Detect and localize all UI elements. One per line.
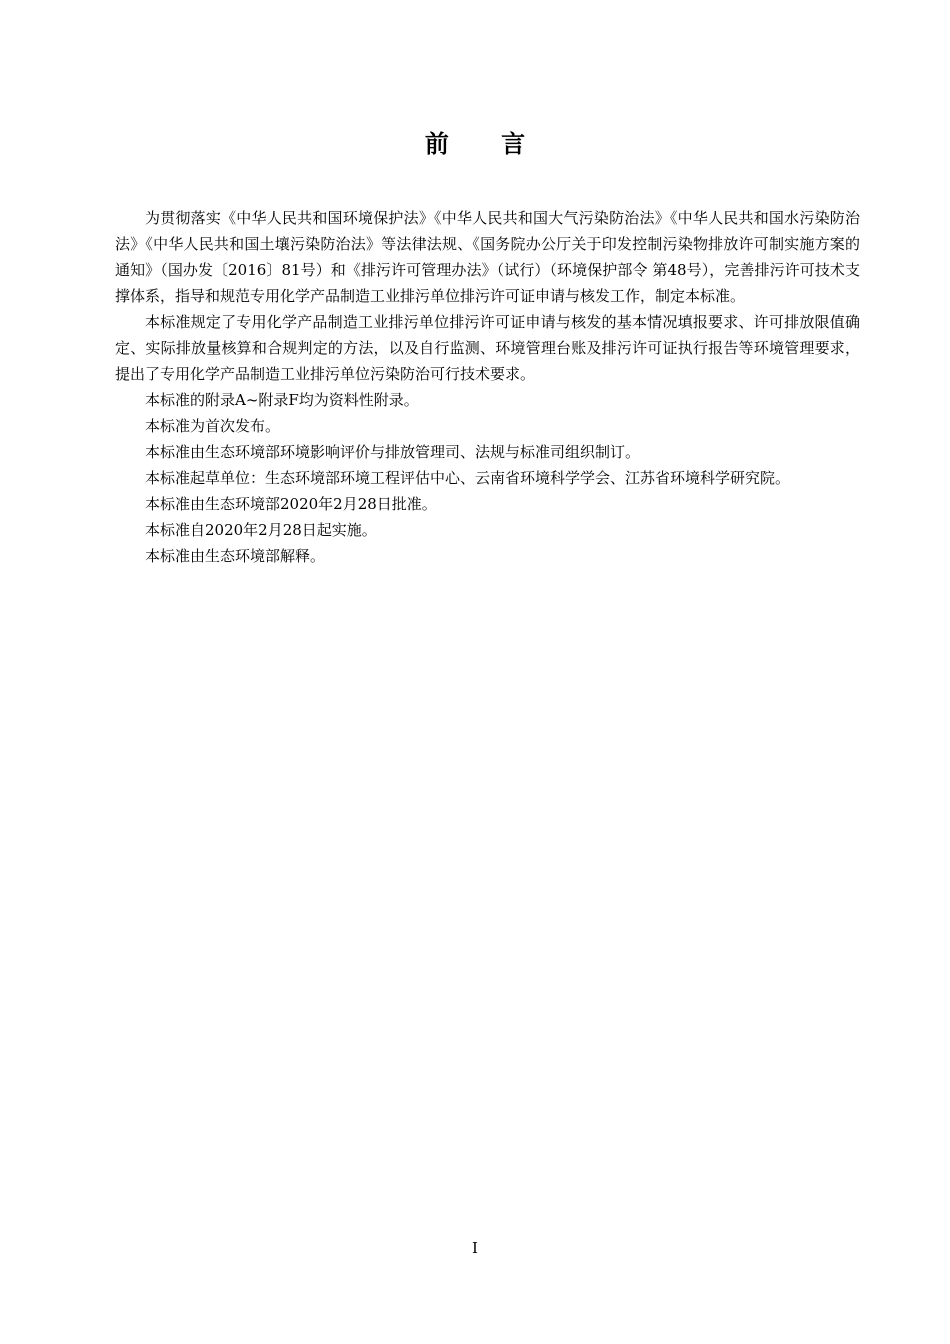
- paragraph-approval: 本标准由生态环境部2020年2月28日批准。: [145, 495, 437, 513]
- page-title: 前 言: [424, 129, 548, 158]
- paragraph-scope: 本标准规定了专用化学产品制造工业排污单位排污许可证申请与核发的基本情况填报要求、许可排放限值确定、实际排放量核算和合规判定的方法，以及自行监测、环境管理台账及排污许可证执行报告等环境管理要求，提出了专用化学产品制造工业排污单位污染防治可行技术要求。: [115, 313, 860, 383]
- paragraph-appendix: 本标准的附录A~附录F均为资料性附录。: [145, 391, 419, 409]
- preface-body: [115, 205, 860, 569]
- paragraph-purpose: 为贯彻落实《中华人民共和国环境保护法》《中华人民共和国大气污染防治法》《中华人民共和国水污染防治法》《中华人民共和国土壤污染防治法》等法律法规、《国务院办公厅关于印发控制污染物排放许可制实施方案的通知》（国办发〔2016〕81号）和《排污许可管理办法》（试行）（环境保护部令 第48号），完善排污许可技术支撑体系，指导和规范专用化学产品制造工业排污单位排污许可证申请与核发工作，制定本标准。: [115, 209, 860, 305]
- page-number: I: [472, 1239, 478, 1257]
- paragraph-first-release: 本标准为首次发布。: [145, 417, 281, 435]
- paragraph-drafters: 本标准起草单位：生态环境部环境工程评估中心、云南省环境科学学会、江苏省环境科学研究院。: [145, 469, 791, 487]
- paragraph-implementation: 本标准自2020年2月28日起实施。: [145, 521, 377, 539]
- paragraph-organizer: 本标准由生态环境部环境影响评价与排放管理司、法规与标准司组织制订。: [145, 443, 641, 461]
- paragraph-interpretation: 本标准由生态环境部解释。: [145, 547, 326, 565]
